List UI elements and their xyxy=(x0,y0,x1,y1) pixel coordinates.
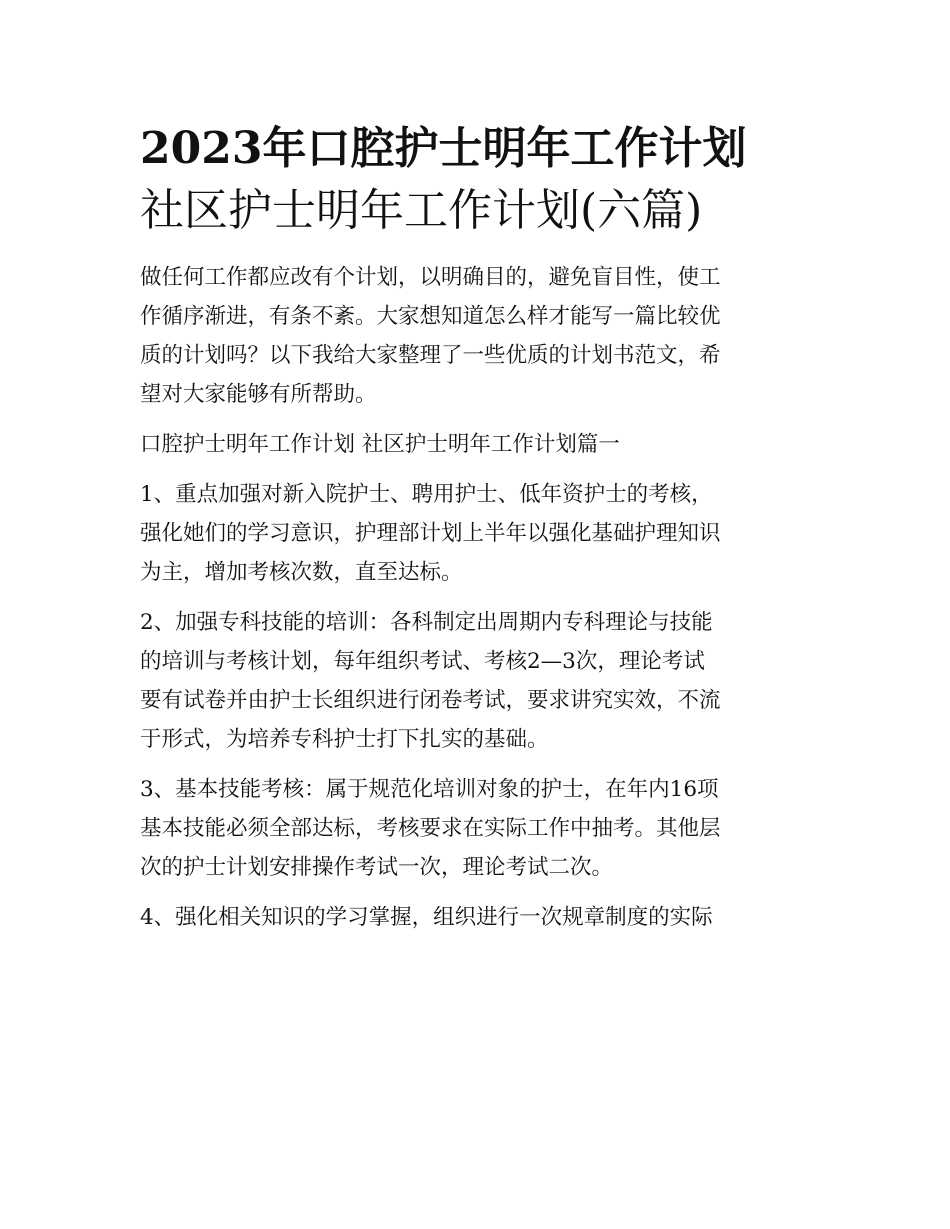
intro-paragraph xyxy=(140,258,830,414)
title-line-1: 2023年口腔护士明年工作计划 xyxy=(140,123,747,174)
text-line: 的培训与考核计划，每年组织考试、考核2—3次，理论考试 xyxy=(140,649,705,674)
document-body xyxy=(140,258,830,937)
text-line: 3、基本技能考核：属于规范化培训对象的护士，在年内16项 xyxy=(140,777,719,802)
text-line: 做任何工作都应改有个计划，以明确目的，避免盲目性，使工 xyxy=(140,265,721,290)
text-line: 质的计划吗？以下我给大家整理了一些优质的计划书范文，希 xyxy=(140,343,721,368)
text-line: 为主，增加考核次数，直至达标。 xyxy=(140,560,463,585)
item-paragraph-1 xyxy=(140,475,830,592)
text-line: 基本技能必须全部达标，考核要求在实际工作中抽考。其他层 xyxy=(140,816,721,841)
section-heading xyxy=(140,425,830,464)
text-line: 望对大家能够有所帮助。 xyxy=(140,382,377,407)
text-line: 作循序渐进，有条不紊。大家想知道怎么样才能写一篇比较优 xyxy=(140,304,721,329)
document-title xyxy=(140,118,830,242)
text-line: 于形式，为培养专科护士打下扎实的基础。 xyxy=(140,727,549,752)
text-line: 2、加强专科技能的培训：各科制定出周期内专科理论与技能 xyxy=(140,610,713,635)
text-line: 口腔护士明年工作计划 社区护士明年工作计划篇一 xyxy=(140,432,620,457)
item-paragraph-4 xyxy=(140,898,830,937)
text-line: 要有试卷并由护士长组织进行闭卷考试，要求讲究实效，不流 xyxy=(140,688,721,713)
text-line: 强化她们的学习意识，护理部计划上半年以强化基础护理知识 xyxy=(140,521,721,546)
document-content xyxy=(140,118,830,948)
item-paragraph-3 xyxy=(140,770,830,887)
text-line: 次的护士计划安排操作考试一次，理论考试二次。 xyxy=(140,855,614,880)
title-line-2: 社区护士明年工作计划(六篇) xyxy=(140,185,703,236)
text-line: 1、重点加强对新入院护士、聘用护士、低年资护士的考核， xyxy=(140,482,713,507)
text-line: 4、强化相关知识的学习掌握，组织进行一次规章制度的实际 xyxy=(140,905,713,930)
item-paragraph-2 xyxy=(140,603,830,759)
